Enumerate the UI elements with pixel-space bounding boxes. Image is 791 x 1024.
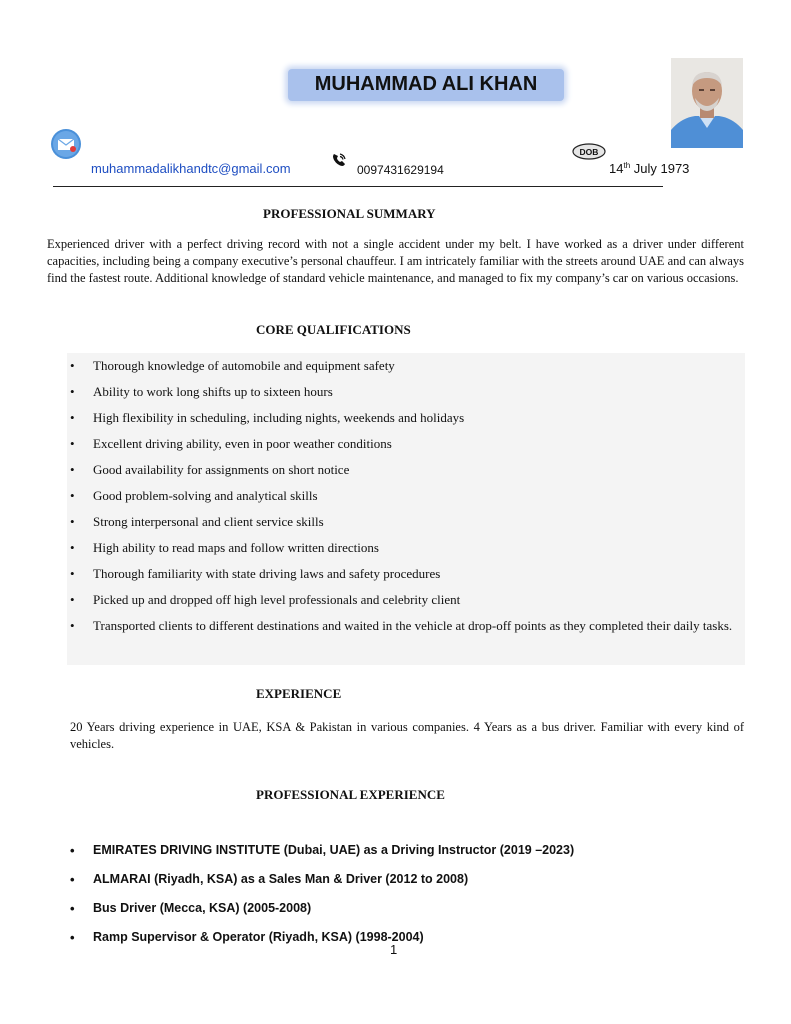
list-item: • Good availability for assignments on short notice [67, 457, 745, 483]
experience-text: 20 Years driving experience in UAE, KSA & Pakistan in various companies. 4 Years as a bus driver. Familiar with every kind of vehicles. [70, 720, 744, 751]
list-item: • High flexibility in scheduling, including nights, weekends and holidays [67, 405, 745, 431]
qualifications-heading: CORE QUALIFICATIONS [256, 322, 411, 337]
phone-icon [331, 152, 347, 168]
list-item: • Thorough familiarity with state driving laws and safety procedures [67, 561, 745, 587]
svg-text:DOB: DOB [579, 147, 599, 157]
qualifications-list [67, 353, 745, 639]
list-item: • Ramp Supervisor & Operator (Riyadh, KSA) (1998-2004) [67, 923, 745, 952]
list-item: • Bus Driver (Mecca, KSA) (2005-2008) [67, 894, 745, 923]
list-item: • Strong interpersonal and client service skills [67, 509, 745, 535]
summary-heading: PROFESSIONAL SUMMARY [263, 206, 436, 221]
list-item: • Transported clients to different destinations and waited in the vehicle at drop-off points as they completed their daily tasks. [67, 613, 745, 639]
list-item: • Good problem-solving and analytical skills [67, 483, 745, 509]
professional-experience-list [67, 836, 745, 952]
date-of-birth: 14th July 1973 [609, 161, 690, 176]
list-item: • Picked up and dropped off high level professionals and celebrity client [67, 587, 745, 613]
phone-number: 0097431629194 [357, 163, 444, 177]
experience-heading: EXPERIENCE [256, 686, 342, 701]
professional-experience-heading: PROFESSIONAL EXPERIENCE [256, 787, 445, 802]
list-item: • High ability to read maps and follow written directions [67, 535, 745, 561]
list-item: • EMIRATES DRIVING INSTITUTE (Dubai, UAE) as a Driving Instructor (2019 –2023) [67, 836, 745, 865]
email-icon [50, 128, 82, 160]
candidate-name: MUHAMMAD ALI KHAN [314, 73, 538, 95]
dob-badge-icon [572, 143, 606, 160]
summary-text: Experienced driver with a perfect driving record with not a single accident under my belt. I have worked as a driver under different capacities, including being a company executive’s personal chauffeur. I am intricately familiar with the streets around UAE and can always find the fastest route. Additional knowledge of standard vehicle maintenance, and managed to fix my company’s car on various occasions. [47, 237, 744, 285]
list-item: • Thorough knowledge of automobile and equipment safety [67, 353, 745, 379]
profile-photo [671, 58, 743, 148]
email-link[interactable]: muhammadalikhandtc@gmail.com [91, 161, 291, 176]
page-number: 1 [390, 942, 398, 957]
list-item: • ALMARAI (Riyadh, KSA) as a Sales Man & Driver (2012 to 2008) [67, 865, 745, 894]
header-divider [53, 186, 663, 187]
list-item: • Excellent driving ability, even in poor weather conditions [67, 431, 745, 457]
list-item: • Ability to work long shifts up to sixteen hours [67, 379, 745, 405]
